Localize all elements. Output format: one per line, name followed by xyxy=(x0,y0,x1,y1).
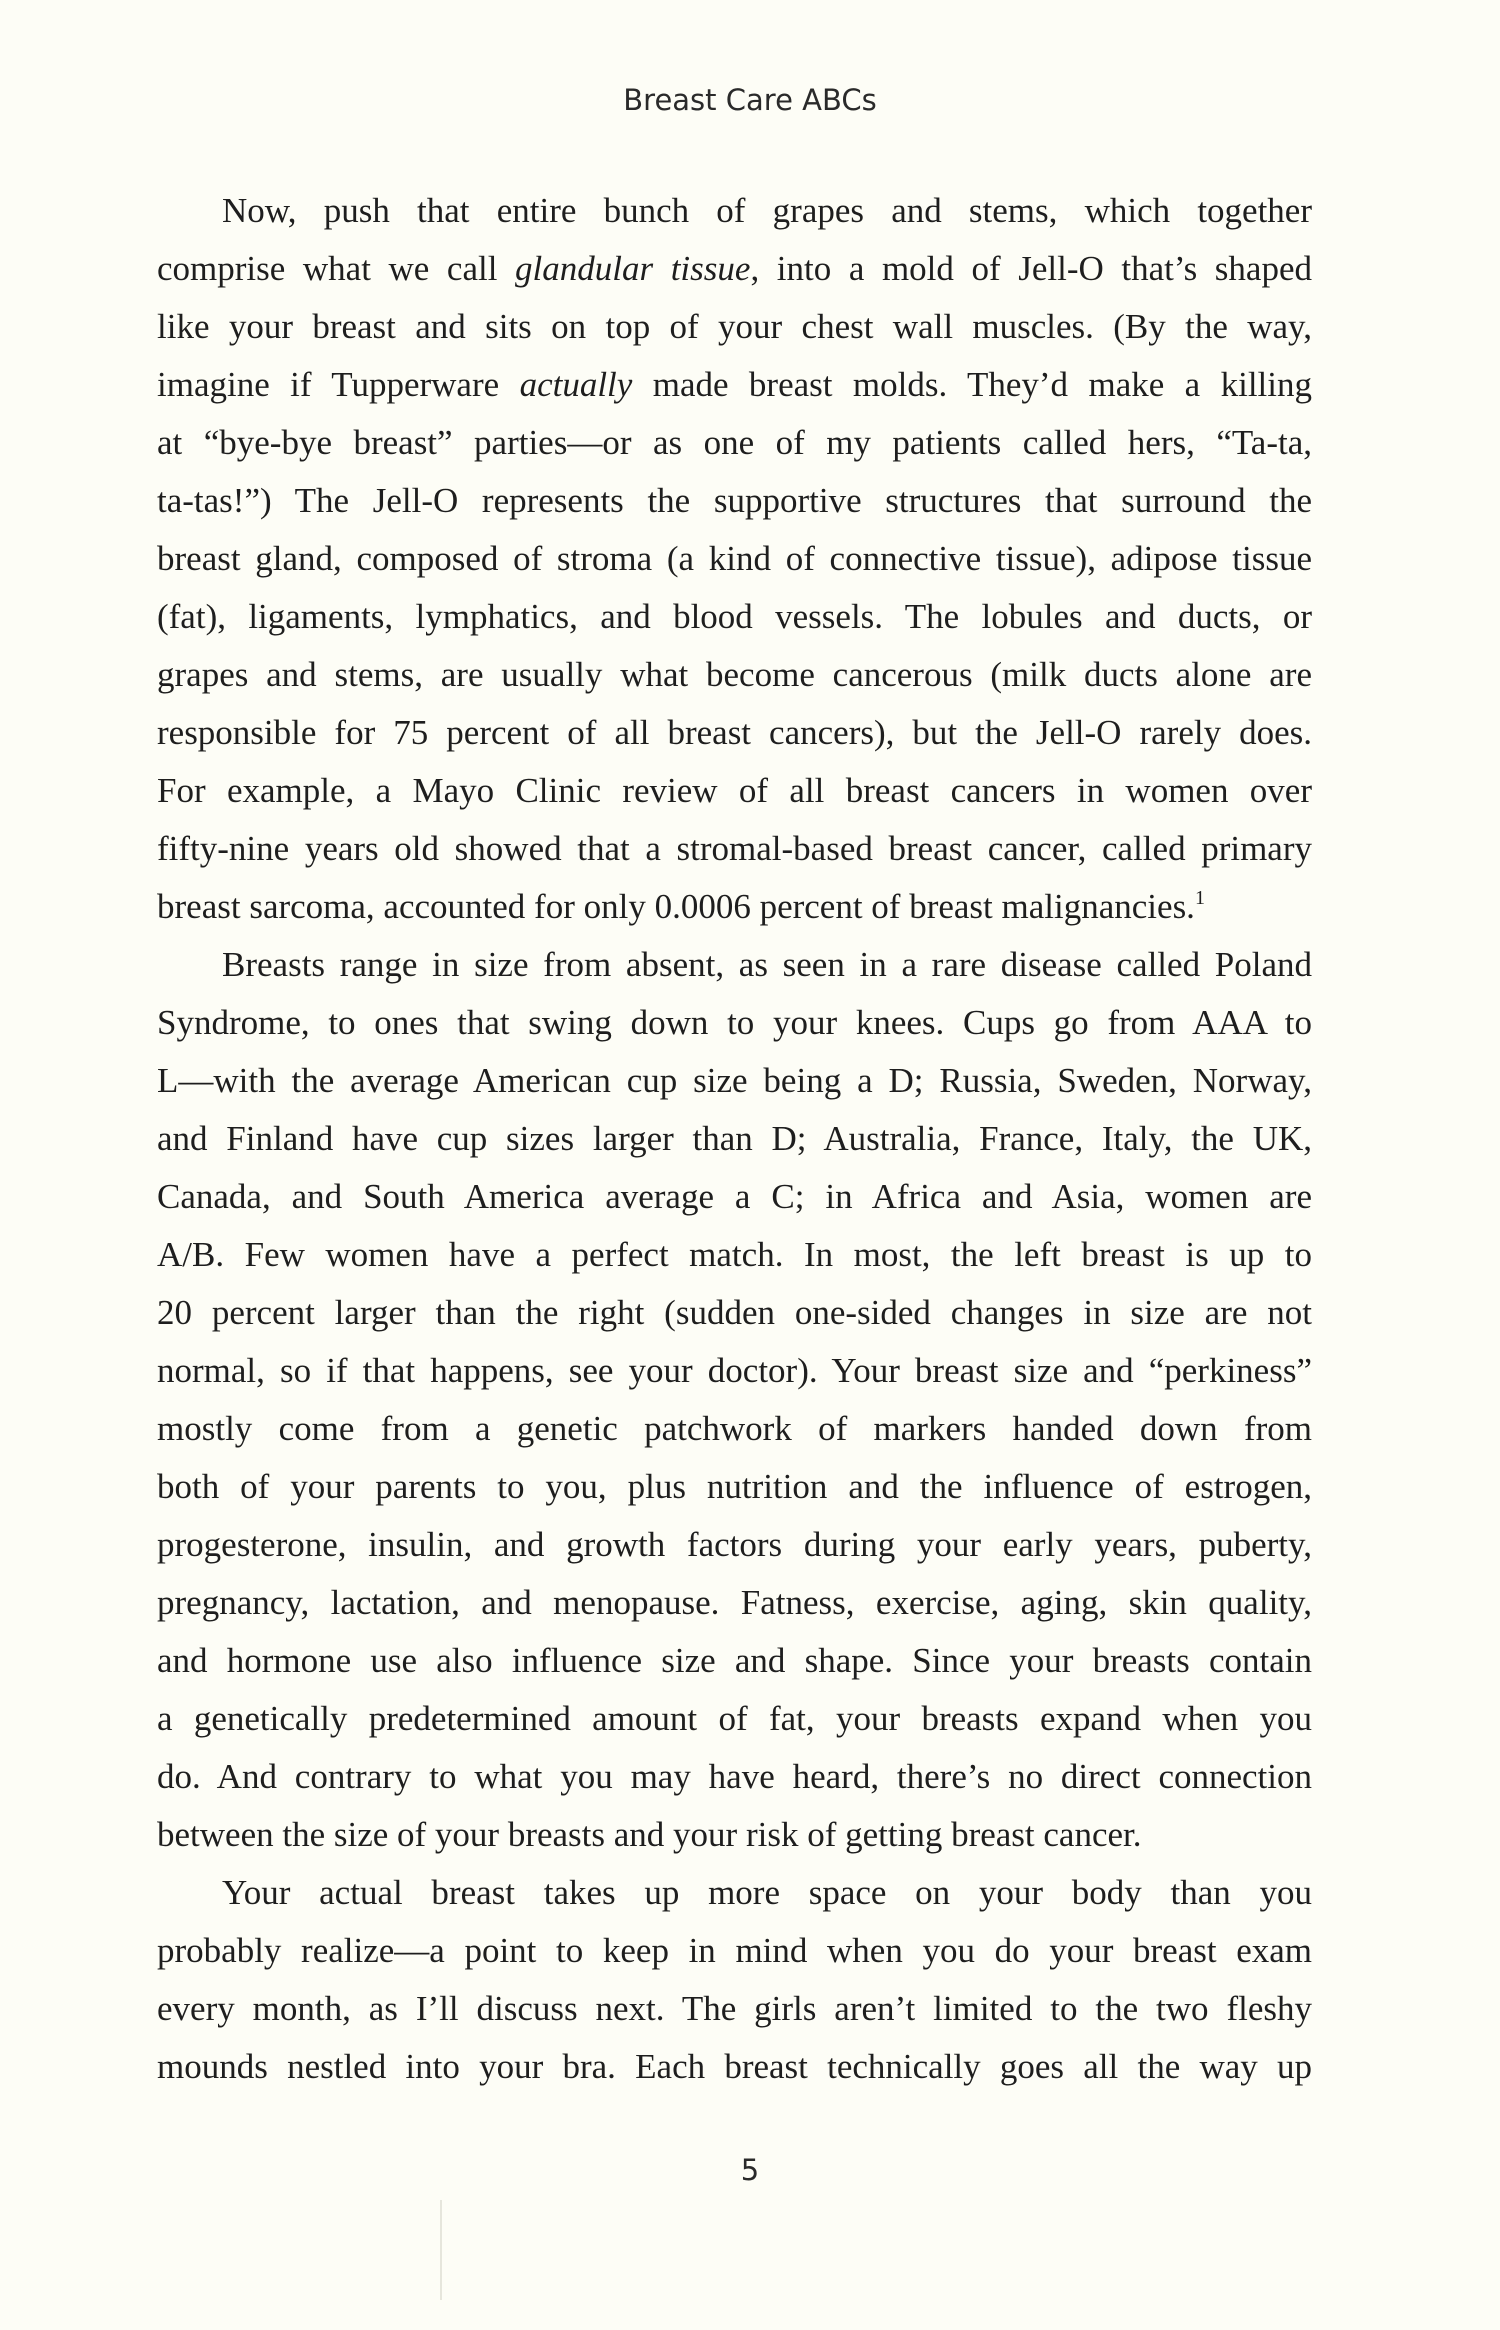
text-run: , into a mold of Jell-O that’s shaped xyxy=(750,249,1313,288)
text-line xyxy=(157,878,1312,936)
text-run: a genetically predetermined amount of fat, your breasts expand when you xyxy=(157,1699,1312,1738)
text-line xyxy=(157,2038,1312,2096)
text-line xyxy=(157,588,1312,646)
scan-artifact xyxy=(440,2200,442,2300)
text-run: like your breast and sits on top of your chest wall muscles. (By the way, xyxy=(157,307,1312,346)
text-line xyxy=(157,298,1312,356)
text-run: breast gland, composed of stroma (a kind of connective tissue), adipose tissue xyxy=(157,539,1312,578)
text-run: pregnancy, lactation, and menopause. Fatness, exercise, aging, skin quality, xyxy=(157,1583,1312,1622)
footnote-ref: 1 xyxy=(1194,887,1205,909)
text-run: both of your parents to you, plus nutrition and the influence of estrogen, xyxy=(157,1467,1312,1506)
text-line xyxy=(157,182,1312,240)
paragraph xyxy=(157,1864,1312,2096)
text-line xyxy=(157,1922,1312,1980)
text-line xyxy=(157,1690,1312,1748)
text-run: progesterone, insulin, and growth factors during your early years, puberty, xyxy=(157,1525,1312,1564)
text-line xyxy=(157,1864,1312,1922)
paragraph xyxy=(157,182,1312,936)
text-run: made breast molds. They’d make a killing xyxy=(632,365,1313,404)
text-line xyxy=(157,1806,1312,1864)
text-line xyxy=(157,936,1312,994)
text-line xyxy=(157,1574,1312,1632)
body-text xyxy=(157,182,1312,2096)
text-run: do. And contrary to what you may have heard, there’s no direct connection xyxy=(157,1757,1312,1796)
text-line xyxy=(157,1110,1312,1168)
text-run: 20 percent larger than the right (sudden one-sided changes in size are not xyxy=(157,1293,1312,1332)
text-line xyxy=(157,762,1312,820)
text-line xyxy=(157,1458,1312,1516)
text-run: fifty-nine years old showed that a stromal-based breast cancer, called primary xyxy=(157,829,1312,868)
text-line xyxy=(157,820,1312,878)
text-run: probably realize—a point to keep in mind when you do your breast exam xyxy=(157,1931,1312,1970)
text-run: imagine if Tupperware xyxy=(157,365,520,404)
text-line xyxy=(157,1052,1312,1110)
text-line xyxy=(157,1980,1312,2038)
text-run: ta-tas!”) The Jell-O represents the supportive structures that surround the xyxy=(157,481,1312,520)
italic-text: glandular tissue xyxy=(515,249,751,288)
page-number: 5 xyxy=(740,2153,760,2187)
text-run: comprise what we call xyxy=(157,249,516,288)
text-line xyxy=(157,1284,1312,1342)
text-run: and Finland have cup sizes larger than D; Australia, France, Italy, the UK, xyxy=(157,1119,1312,1158)
text-line xyxy=(157,1748,1312,1806)
text-run: mostly come from a genetic patchwork of markers handed down from xyxy=(157,1409,1312,1448)
text-run: mounds nestled into your bra. Each breast technically goes all the way up xyxy=(157,2047,1312,2086)
text-line xyxy=(157,1226,1312,1284)
text-run: normal, so if that happens, see your doctor). Your breast size and “perkiness” xyxy=(157,1351,1312,1390)
text-run: breast sarcoma, accounted for only 0.0006 percent of breast malignancies. xyxy=(157,887,1195,926)
text-line xyxy=(157,356,1312,414)
paragraph xyxy=(157,936,1312,1864)
text-line xyxy=(157,1632,1312,1690)
text-line xyxy=(157,994,1312,1052)
text-run: A/B. Few women have a perfect match. In most, the left breast is up to xyxy=(157,1235,1312,1274)
text-run: between the size of your breasts and your risk of getting breast cancer. xyxy=(157,1815,1142,1854)
text-run: (fat), ligaments, lymphatics, and blood vessels. The lobules and ducts, or xyxy=(157,597,1312,636)
text-line xyxy=(157,1342,1312,1400)
text-line xyxy=(157,1400,1312,1458)
text-run: every month, as I’ll discuss next. The girls aren’t limited to the two fleshy xyxy=(157,1989,1312,2028)
text-run: responsible for 75 percent of all breast cancers), but the Jell-O rarely does. xyxy=(157,713,1312,752)
text-line xyxy=(157,414,1312,472)
text-run: and hormone use also influence size and shape. Since your breasts contain xyxy=(157,1641,1312,1680)
text-line xyxy=(157,1516,1312,1574)
text-run: Your actual breast takes up more space on your body than you xyxy=(222,1873,1312,1912)
text-line xyxy=(157,1168,1312,1226)
text-line xyxy=(157,472,1312,530)
text-run: at “bye-bye breast” parties—or as one of my patients called hers, “Ta-ta, xyxy=(157,423,1312,462)
text-line xyxy=(157,704,1312,762)
text-run: For example, a Mayo Clinic review of all breast cancers in women over xyxy=(157,771,1312,810)
text-run: L—with the average American cup size being a D; Russia, Sweden, Norway, xyxy=(157,1061,1312,1100)
text-run: Canada, and South America average a C; in Africa and Asia, women are xyxy=(157,1177,1312,1216)
text-run: Breasts range in size from absent, as seen in a rare disease called Poland xyxy=(222,945,1312,984)
text-line xyxy=(157,530,1312,588)
text-run: Syndrome, to ones that swing down to your knees. Cups go from AAA to xyxy=(157,1003,1312,1042)
text-line xyxy=(157,646,1312,704)
text-run: grapes and stems, are usually what become cancerous (milk ducts alone are xyxy=(157,655,1312,694)
text-run: Now, push that entire bunch of grapes and stems, which together xyxy=(222,191,1312,230)
running-head: Breast Care ABCs xyxy=(623,83,877,117)
text-line xyxy=(157,240,1312,298)
italic-text: actually xyxy=(519,365,633,404)
